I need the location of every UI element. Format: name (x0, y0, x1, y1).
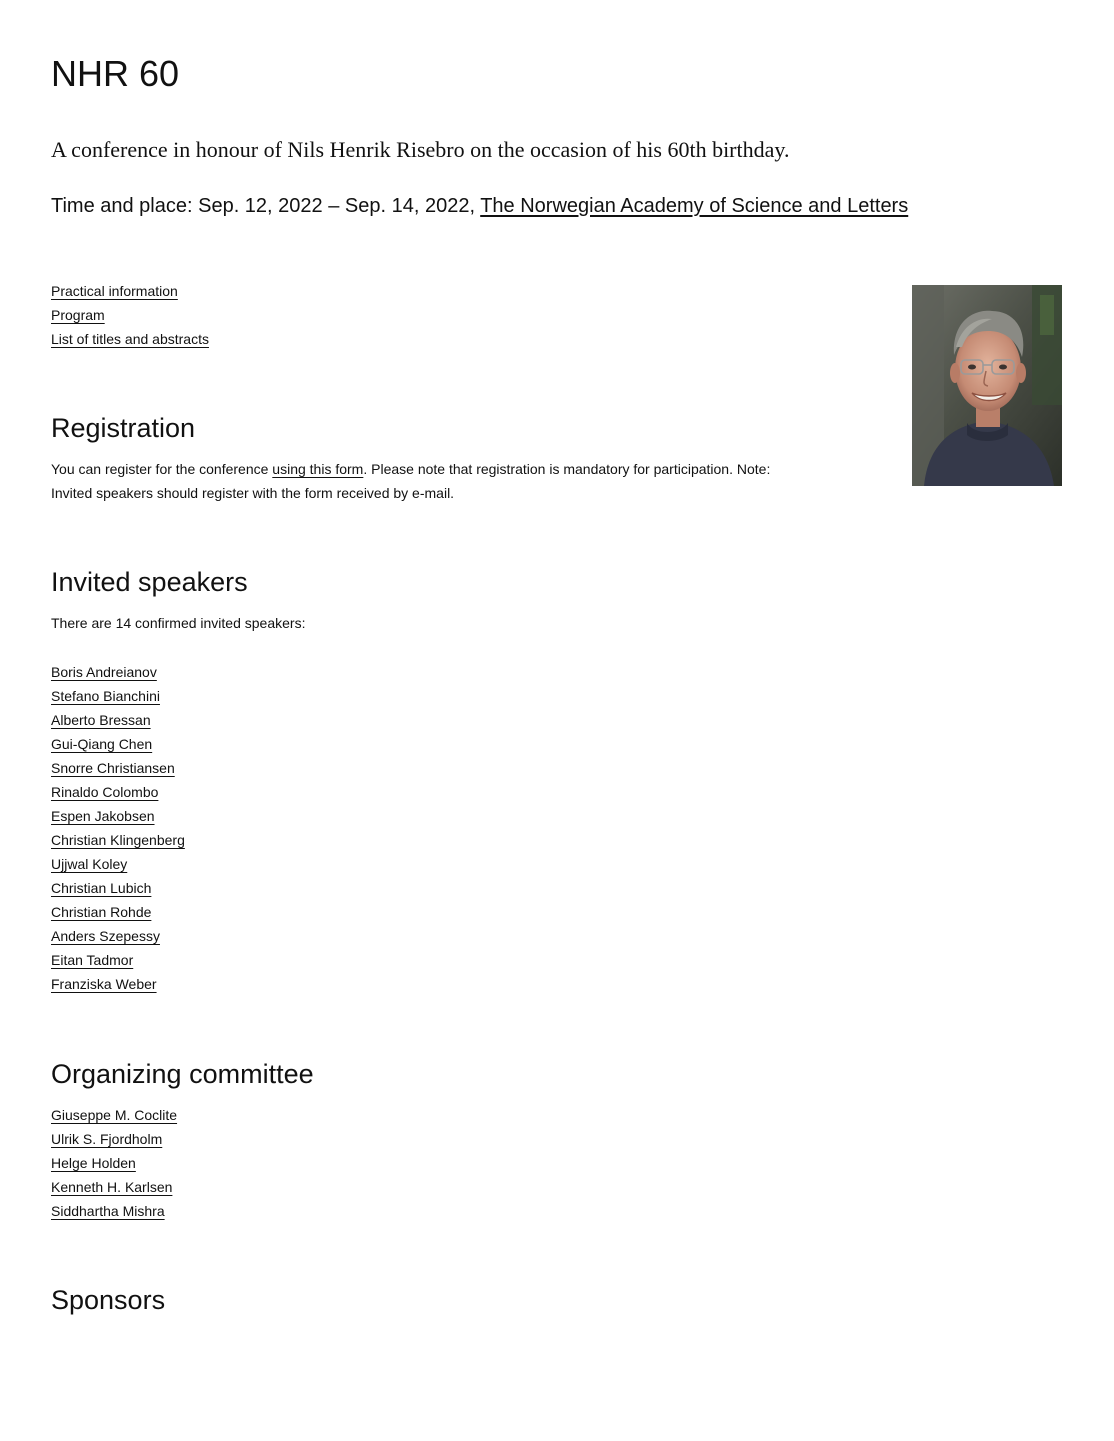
organizing-committee-heading: Organizing committee (51, 1059, 314, 1089)
nav-item (51, 279, 209, 303)
committee-member-link[interactable]: Siddhartha Mishra (51, 1203, 165, 1219)
speaker-item (51, 708, 185, 732)
speaker-item (51, 948, 185, 972)
registration-line-1: You can register for the conference using this form. Please note that registration is mandatory for participation. Note: (51, 461, 771, 477)
committee-item (51, 1127, 177, 1151)
nav-item (51, 303, 209, 327)
registration-line-2: Invited speakers should register with the form received by e-mail. (51, 485, 455, 501)
speaker-item (51, 852, 185, 876)
program-link[interactable]: Program (51, 307, 105, 323)
committee-member-link[interactable]: Kenneth H. Karlsen (51, 1179, 173, 1195)
speaker-item (51, 972, 185, 996)
organizing-committee-list (51, 1103, 177, 1223)
conference-subtitle: A conference in honour of Nils Henrik Risebro on the occasion of his 60th birthday. (51, 137, 790, 162)
speaker-link[interactable]: Stefano Bianchini (51, 688, 160, 704)
speaker-item (51, 924, 185, 948)
venue-link[interactable]: The Norwegian Academy of Science and Letters (480, 195, 909, 217)
page-title: NHR 60 (51, 53, 180, 94)
speaker-link[interactable]: Christian Rohde (51, 904, 152, 920)
speaker-link[interactable]: Rinaldo Colombo (51, 784, 159, 800)
committee-member-link[interactable]: Ulrik S. Fjordholm (51, 1131, 163, 1147)
speaker-link[interactable]: Boris Andreianov (51, 664, 157, 680)
time-and-place (51, 192, 908, 220)
speaker-link[interactable]: Snorre Christiansen (51, 760, 175, 776)
speaker-link[interactable]: Christian Lubich (51, 880, 152, 896)
invited-speakers-intro: There are 14 confirmed invited speakers: (51, 615, 306, 631)
speaker-link[interactable]: Franziska Weber (51, 976, 157, 992)
portrait-photo (912, 285, 1062, 486)
speaker-link[interactable]: Anders Szepessy (51, 928, 160, 944)
committee-item (51, 1151, 177, 1175)
speaker-item (51, 900, 185, 924)
abstracts-link[interactable]: List of titles and abstracts (51, 331, 209, 347)
speaker-link[interactable]: Gui-Qiang Chen (51, 736, 153, 752)
invited-speakers-list (51, 660, 185, 996)
speaker-link[interactable]: Alberto Bressan (51, 712, 151, 728)
speaker-item (51, 804, 185, 828)
registration-heading: Registration (51, 413, 196, 443)
speaker-item (51, 828, 185, 852)
registration-text (51, 457, 891, 505)
speaker-item (51, 684, 185, 708)
nav-links (51, 279, 209, 351)
committee-member-link[interactable]: Giuseppe M. Coclite (51, 1107, 178, 1123)
speaker-item (51, 780, 185, 804)
practical-information-link[interactable]: Practical information (51, 283, 178, 299)
time-and-place-text: Time and place: Sep. 12, 2022 – Sep. 14, 2022, (51, 195, 481, 217)
speaker-item (51, 732, 185, 756)
speaker-link[interactable]: Christian Klingenberg (51, 832, 185, 848)
speaker-link[interactable]: Eitan Tadmor (51, 952, 134, 968)
speaker-link[interactable]: Espen Jakobsen (51, 808, 155, 824)
committee-item (51, 1199, 177, 1223)
committee-member-link[interactable]: Helge Holden (51, 1155, 136, 1171)
sponsors-heading: Sponsors (51, 1285, 166, 1315)
speaker-link[interactable]: Ujjwal Koley (51, 856, 128, 872)
registration-form-link[interactable]: using this form (272, 461, 364, 477)
nav-item (51, 327, 209, 351)
speaker-item (51, 876, 185, 900)
speaker-item (51, 660, 185, 684)
invited-speakers-heading: Invited speakers (51, 567, 248, 597)
speaker-item (51, 756, 185, 780)
committee-item (51, 1103, 177, 1127)
committee-item (51, 1175, 177, 1199)
